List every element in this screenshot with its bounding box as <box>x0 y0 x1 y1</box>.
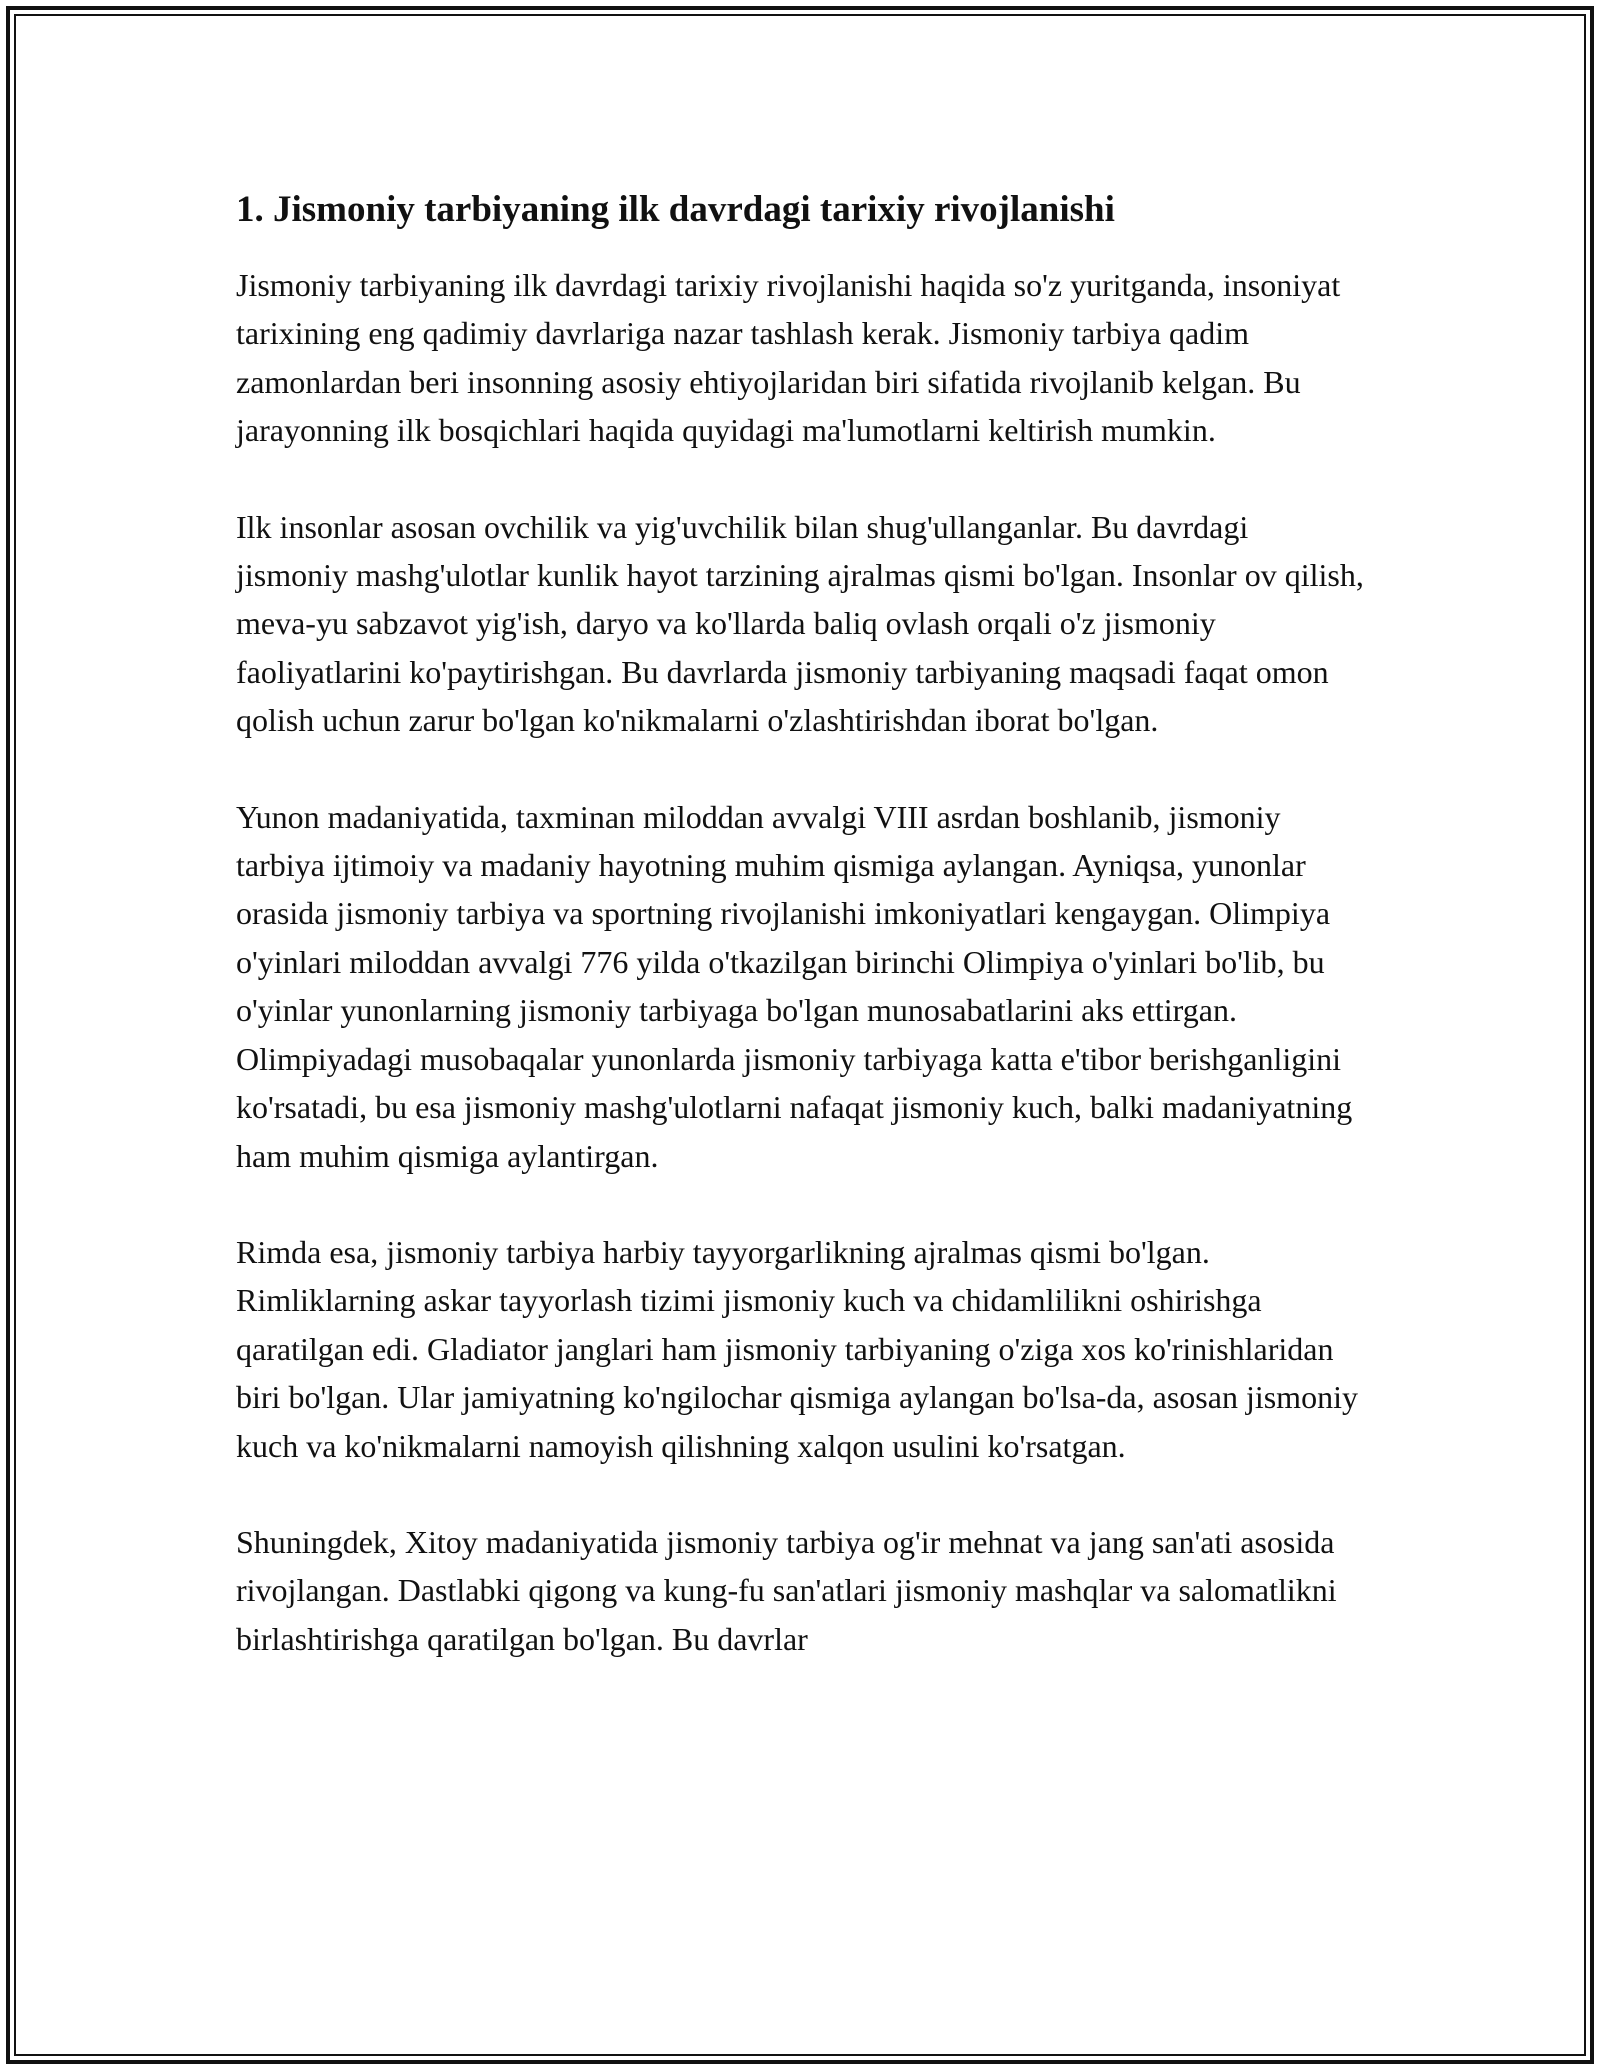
paragraph-3: Yunon madaniyatida, taxminan miloddan avvalgi VIII asrdan boshlanib, jismoniy tarbiya ijtimoiy va madaniy hayotning muhim qismiga aylangan. Ayniqsa, yunonlar orasida jismoniy tarbiya va sportning rivojlanishi imkoniyatlari kengaygan. Olimpiya o'yinlari miloddan avvalgi 776 yilda o'tkazilgan birinchi Olimpiya o'yinlari bo'lib, bu o'yinlar yunonlarning jismoniy tarbiyaga bo'lgan munosabatlarini aks ettirgan. Olimpiyadagi musobaqalar yunonlarda jismoniy tarbiyaga katta e'tibor berishganligini ko'rsatadi, bu esa jismoniy mashg'ulotlarni nafaqat jismoniy kuch, balki madaniyatning ham muhim qismiga aylantirgan. <box>236 798 1353 1174</box>
paragraph-5: Shuningdek, Xitoy madaniyatida jismoniy tarbiya og'ir mehnat va jang san'ati asosida rivojlangan. Dastlabki qigong va kung-fu san'atlari jismoniy mashqlar va salomatlikni birlashtirishga qaratilgan bo'lgan. Bu davrlar <box>236 1523 1337 1657</box>
document-body <box>236 186 1366 1711</box>
paragraph-1: Jismoniy tarbiyaning ilk davrdagi tarixiy rivojlanishi haqida so'z yuritganda, insoniyat tarixining eng qadimiy davrlariga nazar tashlash kerak. Jismoniy tarbiya qadim zamonlardan beri insonning asosiy ehtiyojlaridan biri sifatida rivojlanib kelgan. Bu jarayonning ilk bosqichlari haqida quyidagi ma'lumotlarni keltirish mumkin. <box>236 267 1341 449</box>
paragraph-2: Ilk insonlar asosan ovchilik va yig'uvchilik bilan shug'ullanganlar. Bu davrdagi jismoniy mashg'ulotlar kunlik hayot tarzining ajralmas qismi bo'lgan. Insonlar ov qilish, meva-yu sabzavot yig'ish, daryo va ko'llarda baliq ovlash orqali o'z jismoniy faoliyatlarini ko'paytirishgan. Bu davrlarda jismoniy tarbiyaning maqsadi faqat omon qolish uchun zarur bo'lgan ko'nikmalarni o'zlashtirishdan iborat bo'lgan. <box>236 508 1364 739</box>
section-heading: 1. Jismoniy tarbiyaning ilk davrdagi tarixiy rivojlanishi <box>236 189 1115 230</box>
paragraph-4: Rimda esa, jismoniy tarbiya harbiy tayyorgarlikning ajralmas qismi bo'lgan. Rimliklarning askar tayyorlash tizimi jismoniy kuch va chidamlilikni oshirishga qaratilgan edi. Gladiator janglari ham jismoniy tarbiyaning o'ziga xos ko'rinishlaridan biri bo'lgan. Ular jamiyatning ko'ngilochar qismiga aylangan bo'lsa-da, asosan jismoniy kuch va ko'nikmalarni namoyish qilishning xalqon usulini ko'rsatgan. <box>236 1233 1358 1464</box>
